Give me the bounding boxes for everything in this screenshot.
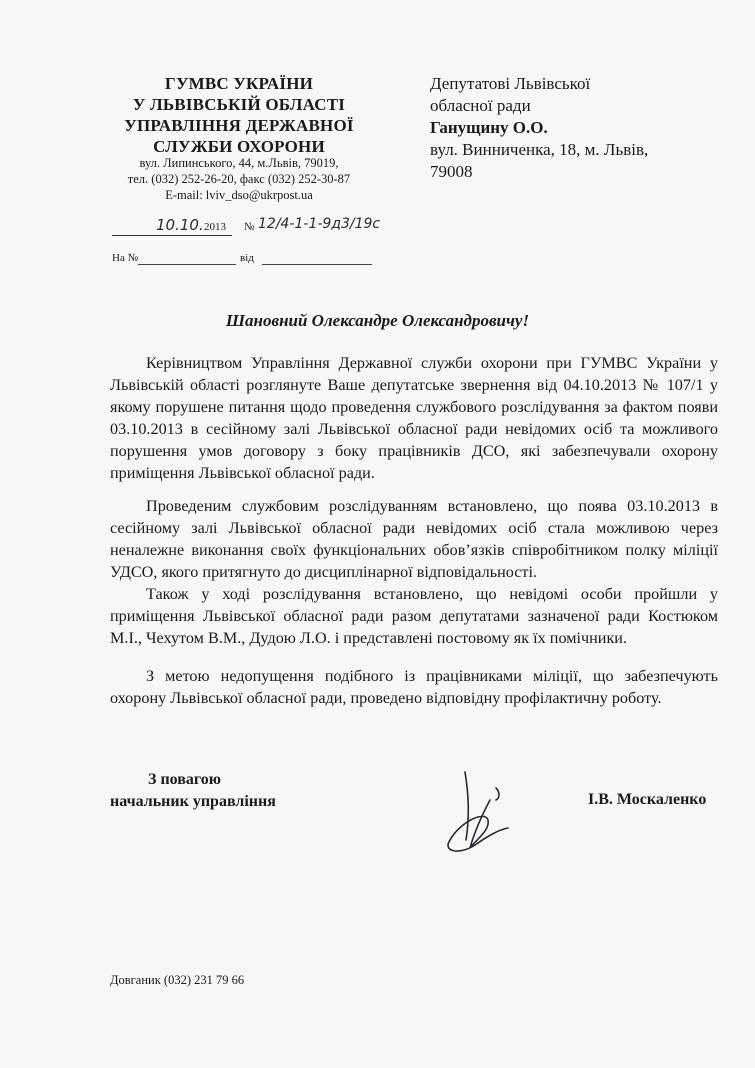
body-paragraph: З метою недопущення подібного із працівниками міліції, що забезпечують охорону Львівської обласної ради, проведено відповідну профілактичну роботу. xyxy=(110,667,718,707)
recipient-line: Депутатові Львівської xyxy=(430,74,591,93)
body-paragraph: Керівництвом Управління Державної служби охорони при ГУМВС України у Львівській області розглянуте Ваше депутатське звернення від 04.10.2013 № 107/1 у якому порушене питання щодо проведення службового розслідування за фактом появи 03.10.2013 в сесійному залі Львівської обласної ради невідомих осіб та можливого порушення умов договору з боку працівників ДСО, які забезпечували охорону приміщення Львівської обласної ради. xyxy=(110,354,718,482)
salutation: Шановний Олександре Олександровичу! xyxy=(225,311,530,330)
recipient-line: обласної ради xyxy=(430,96,531,115)
executor-contact: Довганик (032) 231 79 66 xyxy=(110,973,245,987)
sender-email: E-mail: lviv_dso@ukrpost.ua xyxy=(165,188,313,202)
handwritten-signature xyxy=(430,760,540,860)
signer-position: начальник управління xyxy=(110,793,276,810)
closing-block xyxy=(110,769,276,813)
sender-organization xyxy=(106,73,372,157)
signature-stroke xyxy=(448,772,508,851)
body-paragraph: Проведеним службовим розслідуванням встановлено, що поява 03.10.2013 в сесійному залі Львівської обласної ради невідомих осіб стала можливою через неналежне виконання своїх функціональних обов’язків співробітником полку міліції УДСО, якого притягнуто до дисциплінарної відповідальності. xyxy=(110,497,718,581)
org-line: ГУМВС УКРАЇНИ xyxy=(164,74,314,93)
date-underline xyxy=(112,235,232,236)
outgoing-number: 12/4-1-1-9д3/19с xyxy=(258,216,381,232)
org-line: УПРАВЛІННЯ ДЕРЖАВНОЇ xyxy=(124,116,354,135)
recipient-postcode: 79008 xyxy=(430,162,473,181)
incoming-reference xyxy=(112,252,374,268)
closing-regards: З повагою xyxy=(148,771,221,788)
outgoing-reference xyxy=(112,216,392,240)
body-paragraph: Також у ході розслідування встановлено, що невідомі особи пройшли у приміщення Львівської обласної ради разом депутатами зазначеної ради Костюком М.І., Чехутом В.М., Дудою Л.О. і представлені постовому як їх помічники. xyxy=(110,585,718,647)
outgoing-date: 10.10. xyxy=(156,216,204,234)
recipient-name: Ганущину О.О. xyxy=(430,118,548,137)
signer-name: І.В. Москаленко xyxy=(588,791,707,808)
recipient-block xyxy=(430,73,730,183)
incoming-from-label: від xyxy=(240,252,254,264)
incoming-date-underline xyxy=(262,264,372,265)
incoming-no-label: На № xyxy=(112,252,139,264)
sender-phones: тел. (032) 252-26-20, факс (032) 252-30-87 xyxy=(127,172,351,186)
org-line: СЛУЖБИ ОХОРОНИ xyxy=(153,137,325,156)
sender-contacts xyxy=(106,155,372,203)
org-line: У ЛЬВІВСЬКІЙ ОБЛАСТІ xyxy=(132,95,346,114)
sender-address: вул. Липинського, 44, м.Львів, 79019, xyxy=(139,156,339,170)
outgoing-year: 2013 xyxy=(204,221,226,233)
recipient-address: вул. Винниченка, 18, м. Львів, xyxy=(430,140,649,159)
incoming-no-underline xyxy=(138,264,236,265)
outgoing-no-label: № xyxy=(244,221,255,233)
